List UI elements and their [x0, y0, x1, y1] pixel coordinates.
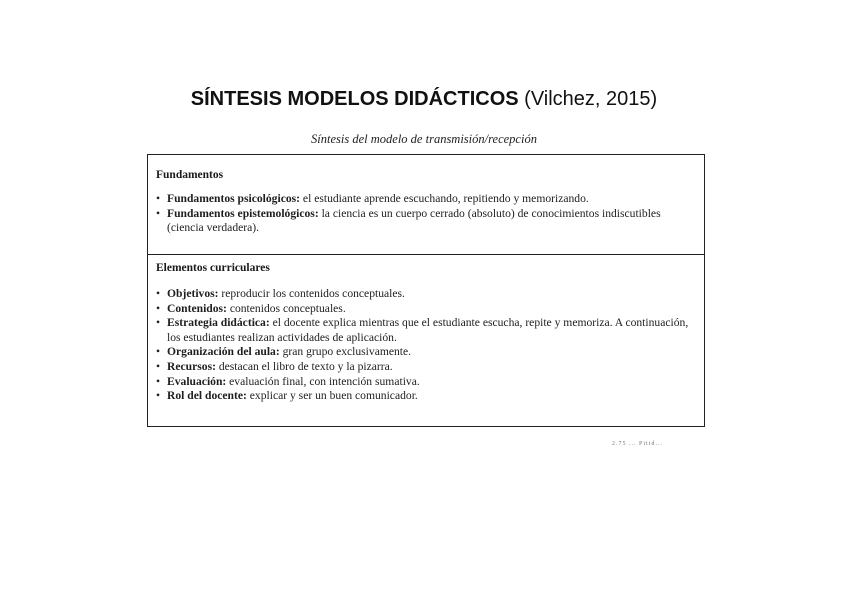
item-label: Contenidos:: [167, 301, 227, 315]
item-label: Fundamentos epistemológicos:: [167, 206, 319, 220]
item-label: Objetivos:: [167, 287, 219, 300]
list-item: [156, 316, 700, 345]
fundamentos-list: [156, 192, 700, 236]
list-item: [156, 302, 700, 317]
item-text: gran grupo exclusivamente.: [279, 345, 412, 359]
summary-table: [147, 154, 705, 427]
list-item: [156, 345, 700, 360]
title-citation: (Vilchez, 2015): [524, 88, 658, 110]
item-text: explicar y ser un buen comunicador.: [246, 389, 418, 403]
elementos-list: [156, 287, 700, 404]
item-text: destacan el libro de texto y la pizarra.: [215, 359, 393, 373]
item-label: Organización del aula:: [167, 345, 280, 359]
list-item: [156, 207, 700, 236]
item-text: el docente explica mientras que el estudiante escucha, repite y memoriza. A continuación, los estudiantes realizan actividades de aplicación.: [167, 316, 689, 344]
item-text: la ciencia es un cuerpo cerrado (absoluto) de conocimientos indiscutibles (ciencia verdadera).: [167, 206, 661, 235]
item-text: reproducir los contenidos conceptuales.: [218, 287, 405, 300]
list-item: [156, 360, 700, 375]
list-item: [156, 192, 700, 207]
list-item: [156, 375, 700, 390]
title-main: SÍNTESIS MODELOS DIDÁCTICOS: [190, 88, 519, 110]
item-label: Estrategia didáctica:: [167, 316, 270, 330]
page-title: [0, 88, 848, 111]
list-item: [156, 389, 700, 404]
item-text: evaluación final, con intención sumativa.: [226, 374, 420, 388]
cropped-footer-text: 2.75 ... Pitid...: [612, 441, 663, 447]
item-text: el estudiante aprende escuchando, repitiendo y memorizando.: [300, 192, 589, 205]
item-label: Rol del docente:: [167, 389, 247, 403]
section-divider: [148, 254, 704, 255]
item-label: Fundamentos psicológicos:: [167, 192, 301, 205]
fundamentos-heading: Fundamentos: [156, 169, 224, 181]
list-item: [156, 287, 700, 302]
item-label: Evaluación:: [167, 374, 227, 388]
table-caption: Síntesis del modelo de transmisión/recepción: [311, 132, 537, 146]
item-label: Recursos:: [167, 359, 216, 373]
item-text: contenidos conceptuales.: [226, 301, 346, 315]
elementos-heading: Elementos curriculares: [156, 262, 270, 274]
